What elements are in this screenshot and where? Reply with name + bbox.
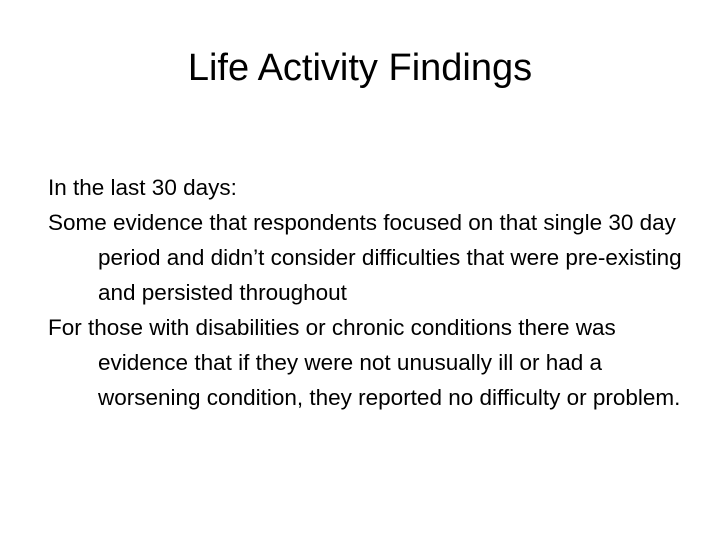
paragraph-30-day-focus: Some evidence that respondents focused on that single 30 day period and didn’t consider difficulties that were pre-existing and persisted throughout: [48, 210, 682, 305]
paragraph-intro: In the last 30 days:: [48, 175, 237, 200]
slide-body: [48, 170, 698, 415]
slide-title: Life Activity Findings: [187, 47, 533, 89]
paragraph-disabilities: For those with disabilities or chronic conditions there was evidence that if they were not unusually ill or had a worsening condition, they reported no difficulty or problem.: [48, 315, 681, 410]
